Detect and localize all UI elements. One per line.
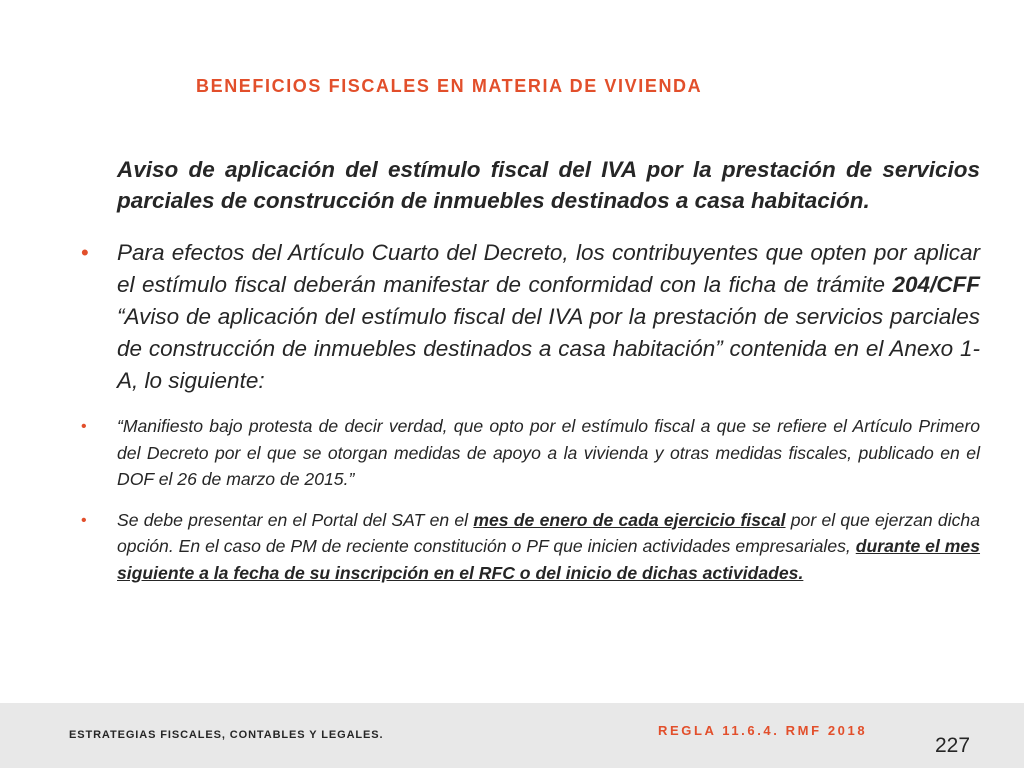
footer-bar [0,703,1024,768]
bullet-item-procedure [81,237,980,397]
form-code: 204/CFF [892,272,980,297]
bullet-text-cont: “Aviso de aplicación del estímulo fiscal del IVA por la prestación de servicios parciales de construcción de inmuebles destinados a casa habitación” contenida en el Anexo 1-A, lo siguiente: [117,304,980,393]
bullet-item-deadline [81,507,981,587]
slide-content [81,154,981,586]
underlined-deadline-1: mes de enero de cada ejercicio fiscal [473,509,786,530]
footer-rule: REGLA 11.6.4. RMF 2018 [658,723,868,738]
bullet-marker: • [81,418,87,435]
bullet-item-declaration [81,413,980,493]
underlined-deadline-2: durante el mes siguiente a la fecha de su inscripción en el RFC o del inicio de dichas actividades. [117,536,981,583]
bullet-text: Para efectos del Artículo Cuarto del Decreto, los contribuyentes que opten por aplicar el estímulo fiscal deberán manifestar de conformidad con la ficha de trámite [117,240,980,297]
bullet-text-cont: por el que ejerzan dicha opción. En el caso de PM de reciente constitución o PF que inicien actividades empresariales, [117,509,980,556]
bullet-text: Se debe presentar en el Portal del SAT en el [117,509,474,530]
section-heading: Aviso de aplicación del estímulo fiscal del IVA por la prestación de servicios parciales de construcción de inmuebles destinados a casa habitación. [117,157,980,213]
footer-company: ESTRATEGIAS FISCALES, CONTABLES Y LEGALES. [69,729,384,741]
bullet-text: “Manifiesto bajo protesta de decir verdad, que opto por el estímulo fiscal a que se refiere el Artículo Primero del Decreto por el que se otorgan medidas de apoyo a la vivienda y otras medidas fiscales, publicado en el DOF el 26 de marzo de 2015.” [117,416,980,489]
bullet-marker: • [81,511,87,529]
page-number: 227 [935,734,971,757]
slide-title: BENEFICIOS FISCALES EN MATERIA DE VIVIENDA [196,76,703,96]
bullet-marker: • [81,240,89,265]
